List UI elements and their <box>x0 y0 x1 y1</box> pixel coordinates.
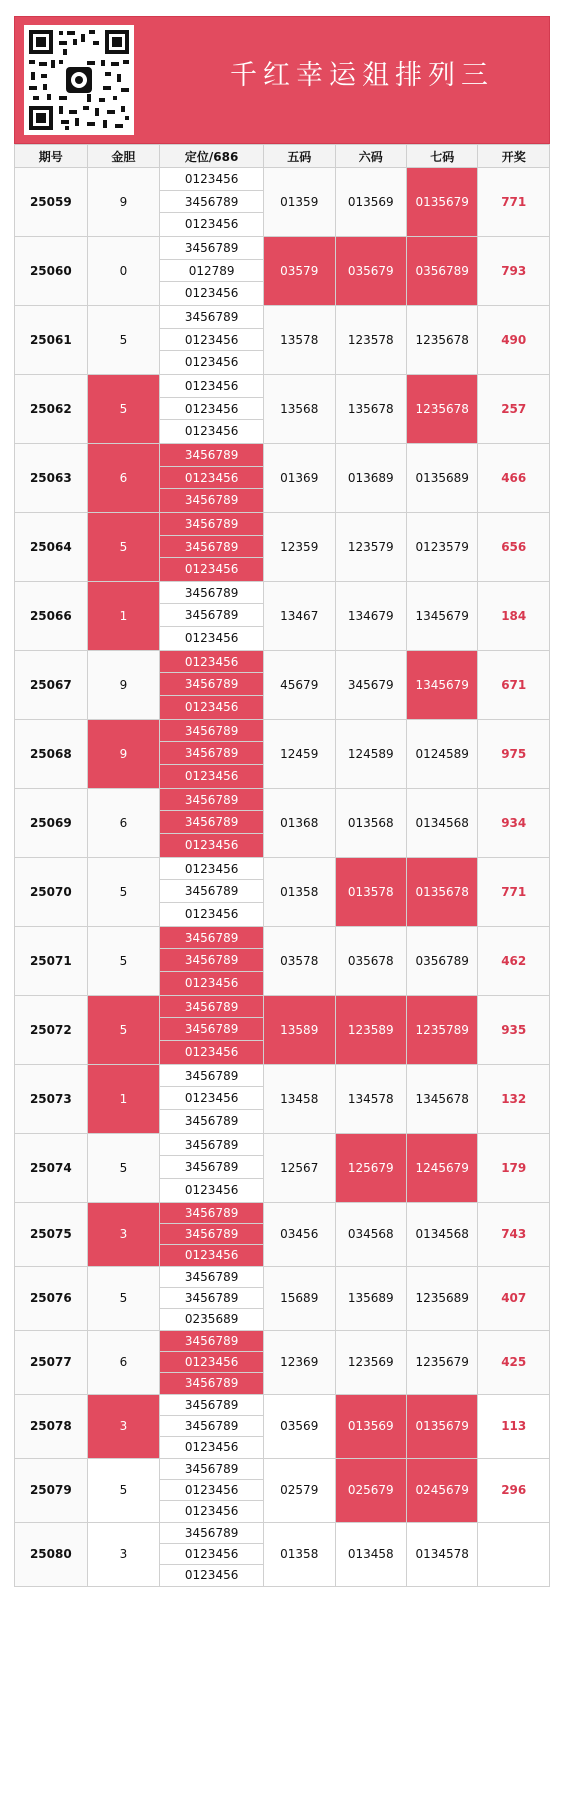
position-cell <box>160 374 264 443</box>
seven-code-cell: 0123579 <box>406 512 477 581</box>
six-code-cell: 013458 <box>335 1522 406 1586</box>
position-value: 3456789 <box>160 191 263 214</box>
position-value: 3456789 <box>160 536 263 559</box>
draw-result-cell: 407 <box>478 1266 550 1330</box>
issue-cell: 25080 <box>15 1522 88 1586</box>
draw-result-cell: 975 <box>478 719 550 788</box>
position-value: 0123456 <box>160 329 263 352</box>
page-wrapper <box>14 16 550 1587</box>
position-value: 3456789 <box>160 1459 263 1480</box>
table-row <box>15 926 550 995</box>
gold-cell: 9 <box>87 719 160 788</box>
position-cell <box>160 788 264 857</box>
position-value: 0123456 <box>160 558 263 581</box>
position-value: 3456789 <box>160 1134 263 1157</box>
position-value: 0123456 <box>160 168 263 191</box>
six-code-cell: 134679 <box>335 581 406 650</box>
seven-code-cell: 1245679 <box>406 1133 477 1202</box>
position-value: 3456789 <box>160 1224 263 1245</box>
issue-cell: 25067 <box>15 650 88 719</box>
table-row <box>15 305 550 374</box>
draw-result-cell: 132 <box>478 1064 550 1133</box>
position-cell <box>160 236 264 305</box>
issue-cell: 25069 <box>15 788 88 857</box>
seven-code-cell: 0124589 <box>406 719 477 788</box>
position-value: 3456789 <box>160 996 263 1019</box>
seven-code-cell: 0134578 <box>406 1522 477 1586</box>
position-value: 0123456 <box>160 1087 263 1110</box>
seven-code-cell: 0135679 <box>406 168 477 237</box>
position-value: 3456789 <box>160 720 263 743</box>
position-cell <box>160 1522 264 1586</box>
position-value: 3456789 <box>160 927 263 950</box>
table-row <box>15 1394 550 1458</box>
position-value: 3456789 <box>160 604 263 627</box>
table-body <box>15 168 550 1587</box>
table-row <box>15 236 550 305</box>
table-row <box>15 1458 550 1522</box>
seven-code-cell: 0134568 <box>406 1202 477 1266</box>
position-value: 3456789 <box>160 1395 263 1416</box>
position-value: 3456789 <box>160 880 263 903</box>
position-value: 0123456 <box>160 1041 263 1064</box>
seven-code-cell: 1345678 <box>406 1064 477 1133</box>
six-code-cell: 345679 <box>335 650 406 719</box>
seven-code-cell: 1345679 <box>406 581 477 650</box>
seven-code-cell: 0135689 <box>406 443 477 512</box>
position-cell <box>160 650 264 719</box>
draw-result-cell: 743 <box>478 1202 550 1266</box>
position-value: 3456789 <box>160 1523 263 1544</box>
five-code-cell: 03456 <box>264 1202 335 1266</box>
draw-result-cell <box>478 1522 550 1586</box>
position-value: 0123456 <box>160 213 263 236</box>
position-value: 3456789 <box>160 789 263 812</box>
table-row <box>15 581 550 650</box>
seven-code-cell: 1235689 <box>406 1266 477 1330</box>
six-code-cell: 125679 <box>335 1133 406 1202</box>
table-row <box>15 1330 550 1394</box>
five-code-cell: 12359 <box>264 512 335 581</box>
gold-cell: 5 <box>87 1133 160 1202</box>
qr-code-icon <box>24 25 134 135</box>
draw-result-cell: 179 <box>478 1133 550 1202</box>
five-code-cell: 03569 <box>264 1394 335 1458</box>
six-code-cell: 013689 <box>335 443 406 512</box>
seven-code-cell: 1345679 <box>406 650 477 719</box>
table-row <box>15 719 550 788</box>
six-code-cell: 013569 <box>335 1394 406 1458</box>
position-value: 0123456 <box>160 1437 263 1458</box>
gold-cell: 9 <box>87 168 160 237</box>
position-value: 0123456 <box>160 1352 263 1373</box>
gold-cell: 5 <box>87 857 160 926</box>
position-value: 3456789 <box>160 582 263 605</box>
position-value: 0235689 <box>160 1309 263 1330</box>
seven-code-cell: 1235679 <box>406 1330 477 1394</box>
issue-cell: 25064 <box>15 512 88 581</box>
five-code-cell: 45679 <box>264 650 335 719</box>
issue-cell: 25060 <box>15 236 88 305</box>
draw-result-cell: 462 <box>478 926 550 995</box>
seven-code-cell: 0356789 <box>406 926 477 995</box>
table-row <box>15 443 550 512</box>
position-value: 3456789 <box>160 1416 263 1437</box>
gold-cell: 5 <box>87 512 160 581</box>
five-code-cell: 01368 <box>264 788 335 857</box>
position-value: 3456789 <box>160 1288 263 1309</box>
issue-cell: 25076 <box>15 1266 88 1330</box>
col-header-position: 定位/686 <box>160 145 264 168</box>
position-value: 0123456 <box>160 351 263 374</box>
col-header-five: 五码 <box>264 145 335 168</box>
draw-result-cell: 296 <box>478 1458 550 1522</box>
col-header-gold: 金胆 <box>87 145 160 168</box>
six-code-cell: 034568 <box>335 1202 406 1266</box>
six-code-cell: 135678 <box>335 374 406 443</box>
position-cell <box>160 581 264 650</box>
issue-cell: 25073 <box>15 1064 88 1133</box>
table-row <box>15 1064 550 1133</box>
gold-cell: 5 <box>87 374 160 443</box>
seven-code-cell: 0356789 <box>406 236 477 305</box>
position-value: 0123456 <box>160 972 263 995</box>
position-value: 0123456 <box>160 696 263 719</box>
seven-code-cell: 0134568 <box>406 788 477 857</box>
draw-result-cell: 425 <box>478 1330 550 1394</box>
issue-cell: 25078 <box>15 1394 88 1458</box>
five-code-cell: 03579 <box>264 236 335 305</box>
position-cell <box>160 1266 264 1330</box>
position-value: 3456789 <box>160 444 263 467</box>
position-value: 3456789 <box>160 673 263 696</box>
gold-cell: 3 <box>87 1202 160 1266</box>
gold-cell: 5 <box>87 1458 160 1522</box>
gold-cell: 5 <box>87 1266 160 1330</box>
five-code-cell: 13589 <box>264 995 335 1064</box>
position-value: 0123456 <box>160 467 263 490</box>
position-value: 0123456 <box>160 1565 263 1586</box>
position-cell <box>160 305 264 374</box>
gold-cell: 3 <box>87 1394 160 1458</box>
seven-code-cell: 1235678 <box>406 305 477 374</box>
five-code-cell: 02579 <box>264 1458 335 1522</box>
position-value: 3456789 <box>160 811 263 834</box>
table-row <box>15 995 550 1064</box>
draw-result-cell: 257 <box>478 374 550 443</box>
position-value: 0123456 <box>160 765 263 788</box>
seven-code-cell: 1235789 <box>406 995 477 1064</box>
table-row <box>15 1266 550 1330</box>
position-value: 0123456 <box>160 858 263 881</box>
position-value: 3456789 <box>160 742 263 765</box>
col-header-six: 六码 <box>335 145 406 168</box>
gold-cell: 6 <box>87 1330 160 1394</box>
five-code-cell: 13568 <box>264 374 335 443</box>
header-banner <box>14 16 550 144</box>
table-row <box>15 1522 550 1586</box>
col-header-issue: 期号 <box>15 145 88 168</box>
table-header-row <box>15 145 550 168</box>
five-code-cell: 01358 <box>264 1522 335 1586</box>
position-value: 0123456 <box>160 282 263 305</box>
position-value: 0123456 <box>160 1245 263 1266</box>
six-code-cell: 123569 <box>335 1330 406 1394</box>
gold-cell: 1 <box>87 1064 160 1133</box>
gold-cell: 6 <box>87 788 160 857</box>
position-cell <box>160 926 264 995</box>
table-row <box>15 1202 550 1266</box>
table-row <box>15 1133 550 1202</box>
seven-code-cell: 0135678 <box>406 857 477 926</box>
position-cell <box>160 1133 264 1202</box>
position-value: 0123456 <box>160 834 263 857</box>
draw-result-cell: 490 <box>478 305 550 374</box>
five-code-cell: 01359 <box>264 168 335 237</box>
issue-cell: 25059 <box>15 168 88 237</box>
position-cell <box>160 443 264 512</box>
position-value: 3456789 <box>160 513 263 536</box>
draw-result-cell: 656 <box>478 512 550 581</box>
issue-cell: 25079 <box>15 1458 88 1522</box>
six-code-cell: 013568 <box>335 788 406 857</box>
six-code-cell: 123589 <box>335 995 406 1064</box>
position-cell <box>160 1394 264 1458</box>
position-value: 3456789 <box>160 1331 263 1352</box>
issue-cell: 25061 <box>15 305 88 374</box>
gold-cell: 5 <box>87 926 160 995</box>
prediction-table <box>14 144 550 1587</box>
position-cell <box>160 1330 264 1394</box>
position-cell <box>160 995 264 1064</box>
six-code-cell: 013578 <box>335 857 406 926</box>
five-code-cell: 13467 <box>264 581 335 650</box>
position-value: 3456789 <box>160 1110 263 1133</box>
table-row <box>15 788 550 857</box>
draw-result-cell: 113 <box>478 1394 550 1458</box>
position-value: 3456789 <box>160 1156 263 1179</box>
six-code-cell: 035679 <box>335 236 406 305</box>
position-value: 3456789 <box>160 949 263 972</box>
gold-cell: 5 <box>87 995 160 1064</box>
five-code-cell: 12567 <box>264 1133 335 1202</box>
position-value: 3456789 <box>160 306 263 329</box>
draw-result-cell: 934 <box>478 788 550 857</box>
gold-cell: 1 <box>87 581 160 650</box>
gold-cell: 3 <box>87 1522 160 1586</box>
table-row <box>15 512 550 581</box>
gold-cell: 6 <box>87 443 160 512</box>
issue-cell: 25075 <box>15 1202 88 1266</box>
issue-cell: 25071 <box>15 926 88 995</box>
position-value: 3456789 <box>160 1203 263 1224</box>
position-cell <box>160 168 264 237</box>
position-value: 0123456 <box>160 651 263 674</box>
five-code-cell: 01369 <box>264 443 335 512</box>
position-value: 0123456 <box>160 627 263 650</box>
position-value: 3456789 <box>160 1267 263 1288</box>
seven-code-cell: 0135679 <box>406 1394 477 1458</box>
issue-cell: 25068 <box>15 719 88 788</box>
five-code-cell: 13458 <box>264 1064 335 1133</box>
gold-cell: 9 <box>87 650 160 719</box>
six-code-cell: 123578 <box>335 305 406 374</box>
position-value: 012789 <box>160 260 263 283</box>
six-code-cell: 013569 <box>335 168 406 237</box>
five-code-cell: 03578 <box>264 926 335 995</box>
position-cell <box>160 857 264 926</box>
issue-cell: 25063 <box>15 443 88 512</box>
position-value: 0123456 <box>160 903 263 926</box>
five-code-cell: 12459 <box>264 719 335 788</box>
draw-result-cell: 771 <box>478 168 550 237</box>
gold-cell: 5 <box>87 305 160 374</box>
issue-cell: 25062 <box>15 374 88 443</box>
draw-result-cell: 935 <box>478 995 550 1064</box>
draw-result-cell: 466 <box>478 443 550 512</box>
issue-cell: 25074 <box>15 1133 88 1202</box>
table-row <box>15 168 550 237</box>
position-value: 0123456 <box>160 1179 263 1202</box>
position-value: 3456789 <box>160 1373 263 1394</box>
draw-result-cell: 184 <box>478 581 550 650</box>
col-header-draw: 开奖 <box>478 145 550 168</box>
five-code-cell: 13578 <box>264 305 335 374</box>
position-value: 0123456 <box>160 375 263 398</box>
six-code-cell: 035678 <box>335 926 406 995</box>
six-code-cell: 134578 <box>335 1064 406 1133</box>
issue-cell: 25066 <box>15 581 88 650</box>
table-row <box>15 374 550 443</box>
position-value: 0123456 <box>160 398 263 421</box>
draw-result-cell: 793 <box>478 236 550 305</box>
position-value: 3456789 <box>160 1018 263 1041</box>
draw-result-cell: 771 <box>478 857 550 926</box>
five-code-cell: 12369 <box>264 1330 335 1394</box>
position-value: 3456789 <box>160 237 263 260</box>
issue-cell: 25072 <box>15 995 88 1064</box>
issue-cell: 25070 <box>15 857 88 926</box>
five-code-cell: 01358 <box>264 857 335 926</box>
position-cell <box>160 512 264 581</box>
position-cell <box>160 1458 264 1522</box>
position-value: 0123456 <box>160 1501 263 1522</box>
six-code-cell: 123579 <box>335 512 406 581</box>
position-cell <box>160 719 264 788</box>
six-code-cell: 025679 <box>335 1458 406 1522</box>
page-title: 千红幸运爼排列三 <box>230 60 494 91</box>
issue-cell: 25077 <box>15 1330 88 1394</box>
position-value: 3456789 <box>160 489 263 512</box>
position-cell <box>160 1202 264 1266</box>
five-code-cell: 15689 <box>264 1266 335 1330</box>
draw-result-cell: 671 <box>478 650 550 719</box>
position-value: 3456789 <box>160 1065 263 1088</box>
position-value: 0123456 <box>160 420 263 443</box>
seven-code-cell: 0245679 <box>406 1458 477 1522</box>
table-row <box>15 857 550 926</box>
six-code-cell: 135689 <box>335 1266 406 1330</box>
seven-code-cell: 1235678 <box>406 374 477 443</box>
position-cell <box>160 1064 264 1133</box>
position-value: 0123456 <box>160 1480 263 1501</box>
table-row <box>15 650 550 719</box>
position-value: 0123456 <box>160 1544 263 1565</box>
gold-cell: 0 <box>87 236 160 305</box>
col-header-seven: 七码 <box>406 145 477 168</box>
six-code-cell: 124589 <box>335 719 406 788</box>
